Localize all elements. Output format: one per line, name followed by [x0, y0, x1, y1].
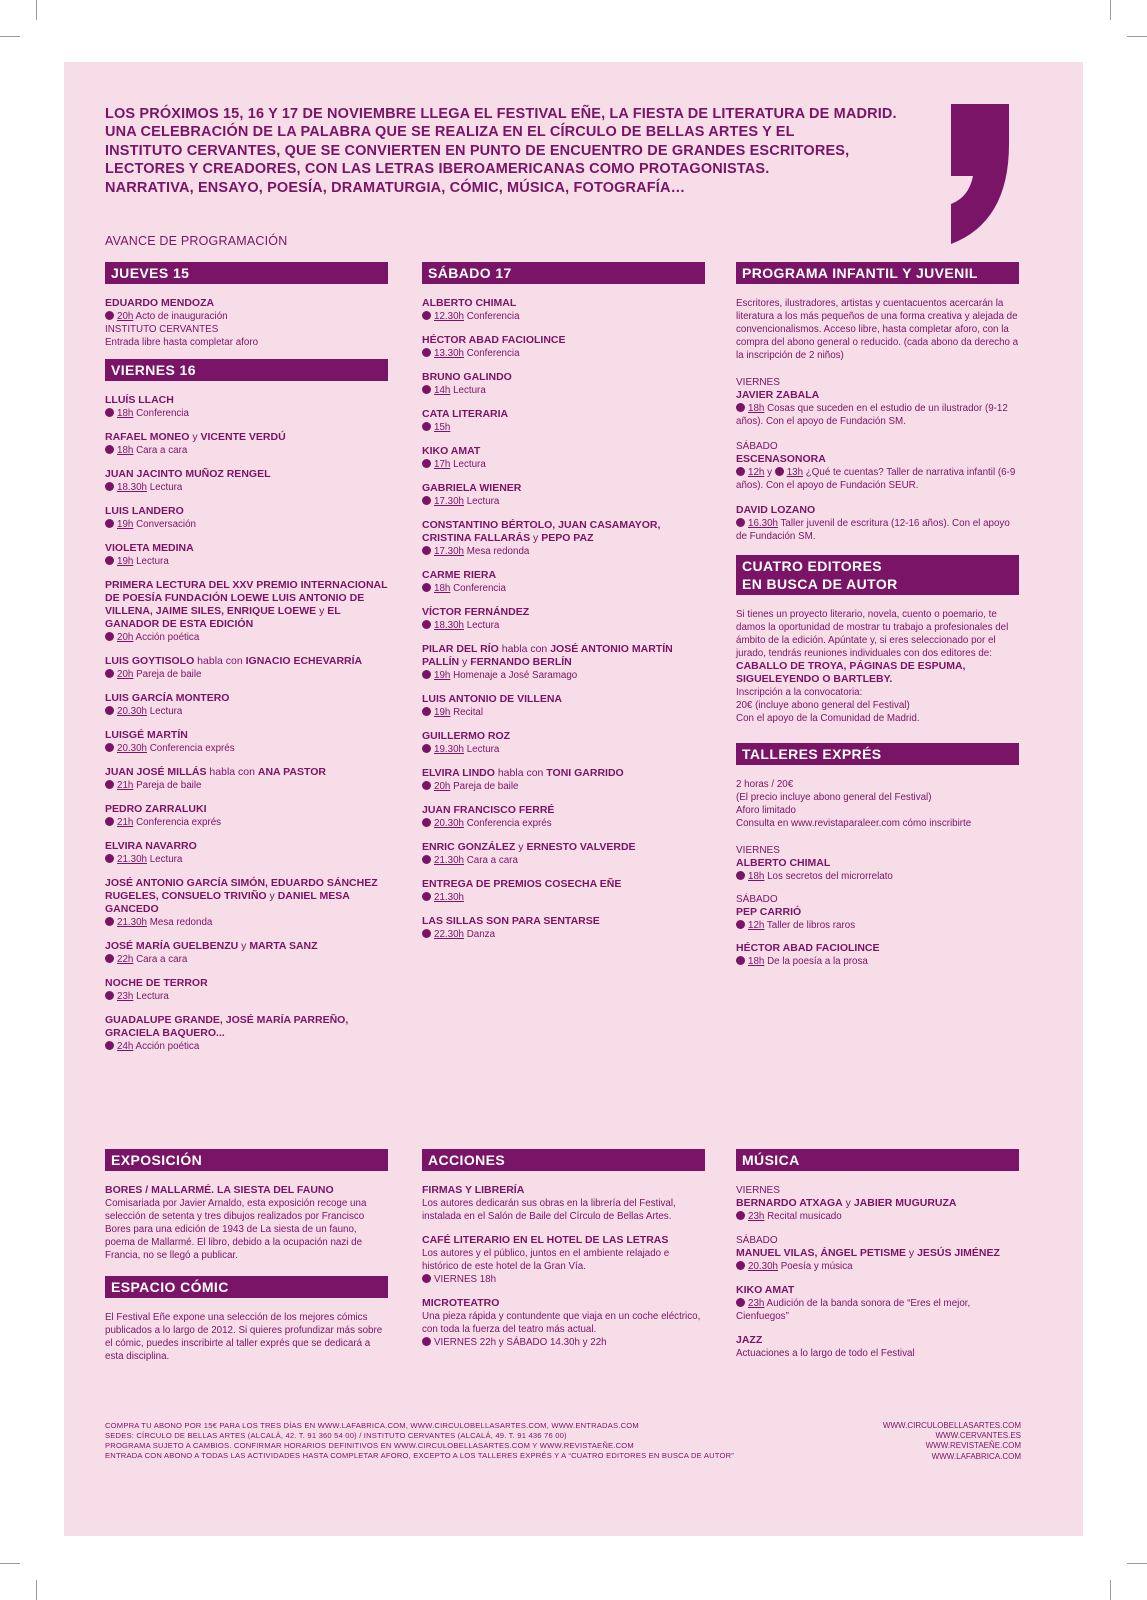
event-day: VIERNES	[736, 1185, 780, 1196]
clock-icon	[422, 707, 431, 716]
event-time: 21h Pareja de baile	[105, 779, 388, 792]
clock-icon	[422, 311, 431, 320]
heading-infantil: PROGRAMA INFANTIL Y JUVENIL	[736, 262, 1019, 284]
footer-link[interactable]: WWW.LAFABRICA.COM	[931, 1451, 1021, 1461]
event-item	[105, 297, 388, 349]
clock-icon	[105, 1041, 114, 1050]
event-desc: Los autores y el público, juntos en el ambiente relajado e histórico de este hotel de la Gran Vía.	[422, 1248, 670, 1272]
clock-icon	[105, 991, 114, 1000]
heading-jueves: JUEVES 15	[105, 262, 388, 284]
clock-icon	[105, 669, 114, 678]
event-name: JAVIER ZABALA	[736, 389, 820, 401]
viernes-list	[105, 394, 388, 1053]
heading-exposicion: EXPOSICIÓN	[105, 1149, 388, 1171]
event-name: JOSÉ ANTONIO GARCÍA SIMÓN, EDUARDO SÁNCHEZ RUGELES, CONSUELO TRIVIÑO y DANIEL MESA GANCEDO	[105, 877, 378, 915]
intro-line: UNA CELEBRACIÓN DE LA PALABRA QUE SE REALIZA EN EL CÍRCULO DE BELLAS ARTES Y EL	[105, 124, 795, 141]
event-time: 17h Lectura	[422, 458, 705, 471]
footer-line: PROGRAMA SUJETO A CAMBIOS. CONFIRMAR HORARIOS DEFINITIVOS EN WWW.CIRCULOBELLASARTES.COM Y WWW.REVISTAEÑE.COM	[105, 1441, 634, 1450]
crop-mark	[1110, 0, 1111, 20]
intro-line: LOS PRÓXIMOS 15, 16 Y 17 DE NOVIEMBRE LLEGA EL FESTIVAL EÑE, LA FIESTA DE LITERATURA DE MADRID.	[105, 106, 897, 122]
event-time: 18h Conferencia	[422, 582, 705, 595]
event-name: JAZZ	[736, 1334, 763, 1346]
footer-line: SEDES: CÍRCULO DE BELLAS ARTES (ALCALÁ, 42. T. 91 360 54 00) / INSTITUTO CERVANTES (ALCALÁ, 49. T. 91 436 76 00)	[105, 1431, 567, 1440]
clock-icon	[736, 871, 745, 880]
crop-mark	[0, 1563, 20, 1564]
column-acciones	[422, 1149, 705, 1360]
clock-icon	[422, 459, 431, 468]
event-name: EDUARDO MENDOZA	[105, 297, 215, 309]
intro-line: LECTORES Y CREADORES, CON LAS LETRAS IBEROAMERICANAS COMO PROTAGONISTAS.	[105, 161, 770, 178]
event-item	[422, 1234, 705, 1286]
event-time: 19h Lectura	[105, 555, 388, 568]
event-time: 20h Acción poética	[105, 631, 388, 644]
event-name: NOCHE DE TERROR	[105, 977, 208, 989]
event-item	[736, 1234, 1019, 1273]
event-name: CAFÉ LITERARIO EN EL HOTEL DE LAS LETRAS	[422, 1234, 669, 1246]
clock-icon	[736, 1298, 745, 1307]
heading-editores: CUATRO EDITORES EN BUSCA DE AUTOR	[736, 555, 1019, 595]
event-item	[422, 804, 705, 830]
event-item	[422, 878, 705, 904]
clock-icon	[105, 743, 114, 752]
clock-icon	[775, 467, 784, 476]
event-time: 22.30h Danza	[422, 928, 705, 941]
footer-line: COMPRA TU ABONO POR 15€ PARA LOS TRES DÍAS EN WWW.LAFABRICA.COM, WWW.CIRCULOBELLASARTES.COM, WWW.ENTRADAS.COM	[105, 1421, 639, 1430]
event-time: 23h Recital musicado	[736, 1210, 1019, 1223]
event-item	[736, 504, 1019, 543]
event-time: 18h Conferencia	[105, 407, 388, 420]
event-time: 22h Cara a cara	[105, 953, 388, 966]
event-time: 21.30h Cara a cara	[422, 854, 705, 867]
clock-icon	[105, 311, 114, 320]
event-name: PILAR DEL RÍO habla con JOSÉ ANTONIO MARTÍN PALLÍN y FERNANDO BERLÍN	[422, 643, 673, 668]
column-programs	[736, 262, 1019, 978]
event-time: 21.30h	[422, 891, 705, 904]
heading-acciones: ACCIONES	[422, 1149, 705, 1171]
event-day: VIERNES	[736, 845, 780, 856]
clock-icon	[736, 920, 745, 929]
clock-icon	[422, 892, 431, 901]
comic-text: El Festival Eñe expone una selección de los mejores cómics publicados a lo largo de 2012. Si quieres profundizar más sobre el cómic, puedes inscribirte al taller exprés que se dedicará a esta disciplina.	[105, 1312, 383, 1362]
event-item	[422, 841, 705, 867]
event-name: GUADALUPE GRANDE, JOSÉ MARÍA PARREÑO, GRACIELA BAQUERO...	[105, 1014, 349, 1039]
clock-icon	[422, 496, 431, 505]
clock-icon	[105, 482, 114, 491]
event-time: 23h Lectura	[105, 990, 388, 1003]
footer-link[interactable]: WWW.REVISTAEÑE.COM	[925, 1441, 1021, 1451]
clock-icon	[422, 546, 431, 555]
clock-icon	[422, 670, 431, 679]
event-item	[736, 844, 1019, 883]
event-name: GUILLERMO ROZ	[422, 730, 511, 742]
event-item	[105, 766, 388, 792]
event-time: 21.30h Mesa redonda	[105, 916, 388, 929]
event-time: 20h Pareja de baile	[422, 780, 705, 793]
clock-icon	[422, 422, 431, 431]
event-time: VIERNES 22h y SÁBADO 14.30h y 22h	[422, 1336, 705, 1349]
sabado-list	[422, 297, 705, 941]
event-item	[422, 1297, 705, 1349]
clock-icon	[105, 780, 114, 789]
talleres-list	[736, 844, 1019, 968]
event-desc: Los autores dedicarán sus obras en la librería del Festival, instalada en el Salón de Baile del Círculo de Bellas Artes.	[422, 1198, 676, 1222]
event-item	[422, 334, 705, 360]
event-time: 18h Cosas que suceden en el estudio de un ilustrador (9-12 años). Con el apoyo de Fundación SM.	[736, 403, 1008, 427]
event-name: JUAN FRANCISCO FERRÉ	[422, 804, 555, 816]
event-time: 17.30h Lectura	[422, 495, 705, 508]
event-time: 12h Taller de libros raros	[736, 919, 1019, 932]
event-name: ENRIC GONZÁLEZ y ERNESTO VALVERDE	[422, 841, 636, 853]
event-item	[422, 730, 705, 756]
event-time: 20.30h Lectura	[105, 705, 388, 718]
event-time: 19h Homenaje a José Saramago	[422, 669, 705, 682]
clock-icon	[422, 818, 431, 827]
event-name: LAS SILLAS SON PARA SENTARSE	[422, 915, 600, 927]
event-desc: Una pieza rápida y contundente que viaja en un coche eléctrico, con toda la fuerza del teatro más actual.	[422, 1311, 701, 1335]
event-day: VIERNES	[736, 377, 780, 388]
event-item	[105, 655, 388, 681]
event-desc: Actuaciones a lo largo de todo el Festival	[736, 1348, 915, 1359]
event-day: SÁBADO	[736, 894, 778, 905]
event-time: 19h Recital	[422, 706, 705, 719]
event-item	[422, 1184, 705, 1223]
clock-icon	[105, 408, 114, 417]
clock-icon	[736, 467, 745, 476]
event-item	[736, 376, 1019, 428]
event-item	[736, 440, 1019, 492]
event-name: BRUNO GALINDO	[422, 371, 512, 383]
crop-mark	[0, 36, 20, 37]
event-name: CONSTANTINO BÉRTOLO, JUAN CASAMAYOR, CRISTINA FALLARÁS y PEPO PAZ	[422, 519, 661, 544]
event-name: PRIMERA LECTURA DEL XXV PREMIO INTERNACIONAL DE POESÍA FUNDACIÓN LOEWE LUIS ANTONIO DE VILLENA, JAIME SILES, ENRIQUE LOEWE y EL GANADOR DE ESTA EDICIÓN	[105, 579, 388, 630]
footer-info	[105, 1421, 734, 1461]
clock-icon	[736, 1211, 745, 1220]
clock-icon	[736, 1261, 745, 1270]
event-item	[422, 408, 705, 434]
event-item	[105, 729, 388, 755]
event-name: MANUEL VILAS, ÁNGEL PETISME y JESÚS JIMÉNEZ	[736, 1247, 1000, 1259]
intro-text	[105, 105, 905, 197]
clock-icon	[105, 556, 114, 565]
event-note: Entrada libre hasta completar aforo	[105, 337, 259, 348]
heading-musica: MÚSICA	[736, 1149, 1019, 1171]
crop-mark	[1127, 1563, 1147, 1564]
infantil-list	[736, 376, 1019, 543]
event-item	[105, 468, 388, 494]
event-time: VIERNES 18h	[422, 1273, 705, 1286]
event-name: VÍCTOR FERNÁNDEZ	[422, 606, 530, 618]
clock-icon	[422, 744, 431, 753]
clock-icon	[105, 706, 114, 715]
event-time: 20.30h Conferencia exprés	[105, 742, 388, 755]
event-time: 16.30h Taller juvenil de escritura (12-16 años). Con el apoyo de Fundación SM.	[736, 518, 1010, 542]
clock-icon	[422, 855, 431, 864]
crop-mark	[1127, 36, 1147, 37]
event-name: HÉCTOR ABAD FACIOLINCE	[422, 334, 566, 346]
comma-logo-icon	[941, 104, 1021, 244]
event-time: 18.30h Lectura	[105, 481, 388, 494]
clock-icon	[422, 1337, 431, 1346]
crop-mark	[1110, 1580, 1111, 1600]
event-name: LUIS GOYTISOLO habla con IGNACIO ECHEVARRÍA	[105, 655, 363, 667]
event-venue: INSTITUTO CERVANTES	[105, 324, 219, 335]
acciones-list	[422, 1184, 705, 1349]
event-time: 20.30h Poesía y música	[736, 1260, 1019, 1273]
event-item	[105, 877, 388, 929]
event-name: LUIS GARCÍA MONTERO	[105, 692, 230, 704]
event-time: 24h Acción poética	[105, 1040, 388, 1053]
section-label: AVANCE DE PROGRAMACIÓN	[105, 234, 288, 248]
clock-icon	[736, 518, 745, 527]
clock-icon	[105, 632, 114, 641]
event-item	[422, 482, 705, 508]
event-time: 17.30h Mesa redonda	[422, 545, 705, 558]
crop-mark	[36, 0, 37, 20]
event-name: ALBERTO CHIMAL	[736, 857, 831, 869]
event-item	[422, 371, 705, 397]
event-name: ELVIRA LINDO habla con TONI GARRIDO	[422, 767, 624, 779]
crop-mark	[36, 1580, 37, 1600]
event-time: 18h Cara a cara	[105, 444, 388, 457]
event-name: MICROTEATRO	[422, 1297, 500, 1309]
event-time: 20.30h Conferencia exprés	[422, 817, 705, 830]
event-time: 21.30h Lectura	[105, 853, 388, 866]
event-name: GABRIELA WIENER	[422, 482, 522, 494]
event-name: DAVID LOZANO	[736, 504, 816, 516]
event-time: 12.30h Conferencia	[422, 310, 705, 323]
intro-line: INSTITUTO CERVANTES, QUE SE CONVIERTEN EN PUNTO DE ENCUENTRO DE GRANDES ESCRITORES,	[105, 142, 850, 159]
event-name: ENTREGA DE PREMIOS COSECHA EÑE	[422, 878, 622, 890]
event-name: BERNARDO ATXAGA y JABIER MUGURUZA	[736, 1197, 957, 1209]
event-item	[105, 1014, 388, 1053]
clock-icon	[105, 954, 114, 963]
event-item	[422, 606, 705, 632]
event-time: 23h Audición de la banda sonora de “Eres el mejor, Cienfuegos”	[736, 1298, 971, 1322]
event-name: ESCENASONORA	[736, 453, 826, 465]
event-name: CARME RIERA	[422, 569, 497, 581]
event-time: 15h	[422, 421, 705, 434]
event-name: CATA LITERARIA	[422, 408, 509, 420]
event-name: FIRMAS Y LIBRERÍA	[422, 1184, 525, 1196]
event-name: PEDRO ZARRALUKI	[105, 803, 207, 815]
poster-panel	[64, 62, 1083, 1536]
event-name: JUAN JACINTO MUÑOZ RENGEL	[105, 468, 271, 480]
event-name: JUAN JOSÉ MILLÁS habla con ANA PASTOR	[105, 766, 326, 778]
event-item	[105, 692, 388, 718]
event-time: 18.30h Lectura	[422, 619, 705, 632]
event-time: 14h Lectura	[422, 384, 705, 397]
heading-comic: ESPACIO CÓMIC	[105, 1276, 388, 1298]
event-item	[736, 1184, 1019, 1223]
event-time: 19h Conversación	[105, 518, 388, 531]
column-musica	[736, 1149, 1019, 1371]
event-name: JOSÉ MARÍA GUELBENZU y MARTA SANZ	[105, 940, 318, 952]
event-name: RAFAEL MONEO y VICENTE VERDÚ	[105, 431, 286, 443]
clock-icon	[422, 583, 431, 592]
event-item	[105, 431, 388, 457]
event-time: 18h De la poesía a la prosa	[736, 955, 1019, 968]
event-time: 18h Los secretos del microrrelato	[736, 870, 1019, 883]
musica-list	[736, 1184, 1019, 1360]
event-item	[105, 394, 388, 420]
event-item	[422, 297, 705, 323]
intro-line: NARRATIVA, ENSAYO, POESÍA, DRAMATURGIA, CÓMIC, MÚSICA, FOTOGRAFÍA…	[105, 179, 686, 196]
event-item	[105, 579, 388, 644]
clock-icon	[105, 854, 114, 863]
expo-name: BORES / MALLARMÉ. LA SIESTA DEL FAUNO	[105, 1184, 334, 1196]
event-name: HÉCTOR ABAD FACIOLINCE	[736, 942, 880, 954]
footer-link[interactable]: WWW.CIRCULOBELLASARTES.COM	[882, 1421, 1021, 1430]
event-name: KIKO AMAT	[422, 445, 481, 457]
heading-viernes: VIERNES 16	[105, 359, 388, 381]
heading-talleres: TALLERES EXPRÉS	[736, 743, 1019, 765]
clock-icon	[422, 781, 431, 790]
event-name: PEP CARRIÓ	[736, 906, 802, 918]
event-time: 20h Acto de inauguración	[105, 310, 388, 323]
clock-icon	[422, 385, 431, 394]
event-item	[105, 803, 388, 829]
event-time: 12h y 13h ¿Qué te cuentas? Taller de narrativa infantil (6-9 años). Con el apoyo de Fundación SEUR.	[736, 467, 1016, 491]
event-item	[422, 643, 705, 682]
event-item	[105, 940, 388, 966]
event-item	[736, 942, 1019, 968]
clock-icon	[422, 929, 431, 938]
infantil-intro: Escritores, ilustradores, artistas y cuentacuentos acercarán la literatura a los más pequeños de una forma creativa y alejada de convencionalismos. Acceso libre, hasta completar aforo, con la compra del abono general o reducido. (cada abono da derecho a la inscripción de 2 niños)	[736, 298, 1019, 361]
clock-icon	[105, 917, 114, 926]
event-time: 13.30h Conferencia	[422, 347, 705, 360]
column-sabado	[422, 262, 705, 952]
clock-icon	[736, 956, 745, 965]
event-name: ELVIRA NAVARRO	[105, 840, 197, 852]
column-exposicion	[105, 1149, 388, 1373]
event-name: LUISGÉ MARTÍN	[105, 729, 188, 741]
clock-icon	[105, 817, 114, 826]
expo-text: Comisariada por Javier Arnaldo, esta exposición recoge una selección de setenta y tres dibujos realizados por Francisco Bores para una edición de 1943 de La siesta de un fauno, poema de Mallarmé. El libro, debido a la ocupación nazi de Francia, no se llegó a publicar.	[105, 1198, 367, 1261]
footer-links	[883, 1421, 1021, 1462]
event-item	[422, 569, 705, 595]
talleres-info: 2 horas / 20€ (El precio incluye abono general del Festival) Aforo limitado Consulta en www.revistaparaleer.com cómo inscribirte	[736, 779, 972, 829]
editores-text: Si tienes un proyecto literario, novela, cuento o poemario, te damos la oportunidad de mostrar tu trabajo a profesionales del ámbito de la edición. Apúntate y, si eres seleccionado por el jurado, tendrás reuniones individuales con dos editores de: CABALLO DE TROYA, PÁGINAS DE ESPUMA, SIGUELEYENDO O BARTLEBY. Inscripción a la convocatoria: 20€ (incluye abono general del Festival) Con el apoyo de la Comunidad de Madrid.	[736, 609, 1009, 724]
event-name: VIOLETA MEDINA	[105, 542, 194, 554]
clock-icon	[105, 445, 114, 454]
event-item	[422, 693, 705, 719]
heading-sabado: SÁBADO 17	[422, 262, 705, 284]
event-item	[105, 840, 388, 866]
event-item	[105, 977, 388, 1003]
event-name: ALBERTO CHIMAL	[422, 297, 517, 309]
event-item	[422, 915, 705, 941]
event-item	[422, 445, 705, 471]
event-item	[736, 893, 1019, 932]
event-item	[736, 1284, 1019, 1323]
event-name: KIKO AMAT	[736, 1284, 795, 1296]
event-item	[422, 519, 705, 558]
column-jueves-viernes	[105, 262, 388, 1064]
event-day: SÁBADO	[736, 441, 778, 452]
footer-line: ENTRADA CON ABONO A TODAS LAS ACTIVIDADES HASTA COMPLETAR AFORO, EXCEPTO A LOS TALLERES EXPRÉS Y A “CUATRO EDITORES EN BUSCA DE AUTOR”	[105, 1451, 734, 1460]
clock-icon	[105, 519, 114, 528]
event-name: LUIS LANDERO	[105, 505, 184, 517]
event-item	[422, 767, 705, 793]
clock-icon	[422, 620, 431, 629]
clock-icon	[422, 348, 431, 357]
event-time: 21h Conferencia exprés	[105, 816, 388, 829]
event-time: 19.30h Lectura	[422, 743, 705, 756]
event-name: LUIS ANTONIO DE VILLENA	[422, 693, 563, 705]
event-day: SÁBADO	[736, 1235, 778, 1246]
event-name: LLUÍS LLACH	[105, 394, 174, 406]
clock-icon	[422, 1274, 431, 1283]
event-time: 20h Pareja de baile	[105, 668, 388, 681]
event-item	[736, 1334, 1019, 1360]
event-item	[105, 542, 388, 568]
footer-link[interactable]: WWW.CERVANTES.ES	[935, 1431, 1021, 1441]
clock-icon	[736, 403, 745, 412]
event-item	[105, 505, 388, 531]
